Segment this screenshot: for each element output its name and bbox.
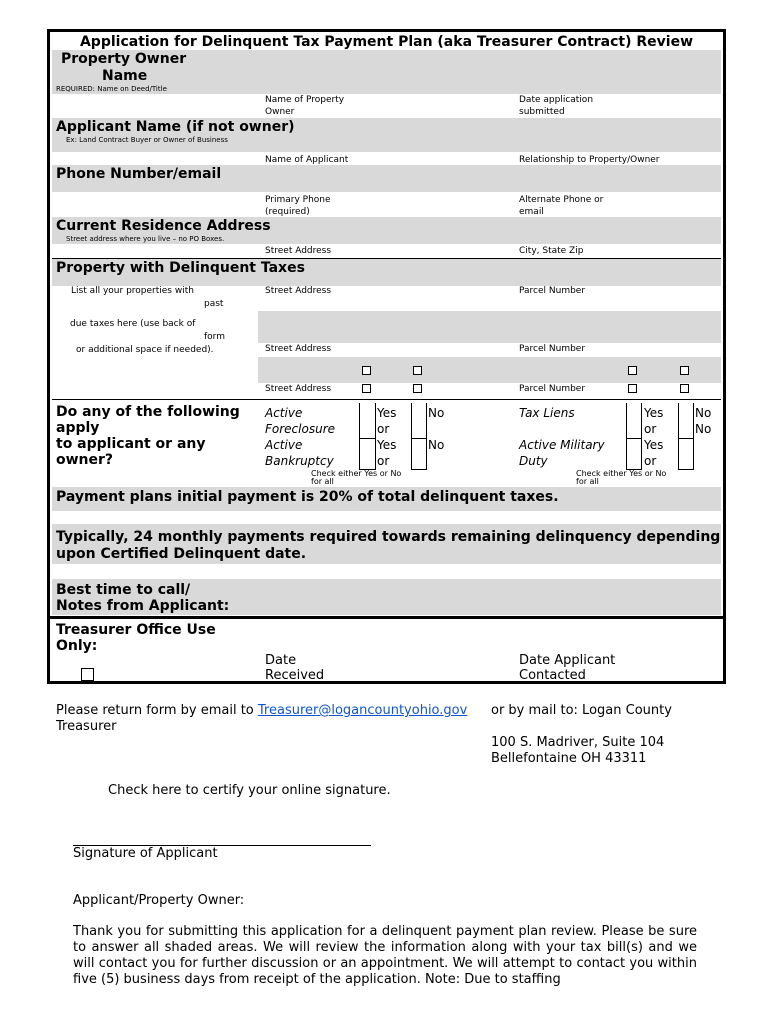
- owner-heading-2: Name: [102, 68, 148, 84]
- checkbox-border: [411, 438, 427, 439]
- date-received-label-2: Received: [265, 668, 325, 683]
- checkbox-border: [426, 439, 427, 469]
- checkbox-border: [411, 403, 412, 439]
- check-note-2: for all: [576, 477, 599, 486]
- property-checkbox[interactable]: [628, 384, 637, 393]
- yes-label: Yes: [644, 406, 664, 420]
- checkbox-border: [626, 403, 627, 439]
- property-instructions-3: due taxes here (use back of: [70, 319, 196, 329]
- no-label: No: [695, 406, 712, 420]
- residence-street-label: Street Address: [265, 246, 332, 256]
- office-heading-2: Only:: [56, 638, 98, 654]
- date-received-label-1: Date: [265, 653, 297, 668]
- or-label: or: [377, 422, 390, 436]
- date-contacted-label-1: Date Applicant: [519, 653, 616, 668]
- notes-heading-2: Notes from Applicant:: [56, 598, 230, 614]
- checkbox-border: [693, 439, 694, 469]
- office-divider: [50, 616, 723, 619]
- property-street-label-1: Street Address: [265, 286, 332, 296]
- checkbox-border: [678, 403, 679, 439]
- property-street-label-3: Street Address: [265, 384, 332, 394]
- owner-required-note: REQUIRED: Name on Deed/Title: [56, 85, 167, 93]
- checkbox-border: [678, 469, 694, 470]
- treasurer-text: Treasurer: [56, 719, 117, 734]
- return-instructions: [56, 703, 467, 719]
- check-note-1: Check either Yes or No: [576, 469, 667, 478]
- military-label-1: Active Military: [519, 438, 605, 452]
- bankruptcy-label-2: Bankruptcy: [265, 454, 334, 468]
- primary-phone-label-1: Primary Phone: [265, 195, 331, 205]
- form-title: Application for Delinquent Tax Payment Plan (aka Treasurer Contract) Review: [79, 34, 694, 50]
- checkbox-border: [678, 439, 679, 469]
- property-checkbox[interactable]: [362, 384, 371, 393]
- checkbox-border: [411, 439, 412, 469]
- alt-phone-label-2: email: [519, 207, 544, 217]
- checkbox-border: [693, 403, 694, 439]
- military-label-2: Duty: [519, 454, 548, 468]
- checkbox-border: [375, 403, 376, 439]
- or-label: or: [644, 422, 657, 436]
- applicant-note: Ex: Land Contract Buyer or Owner of Business: [66, 136, 228, 144]
- checkbox-border: [411, 469, 427, 470]
- yes-label: Yes: [644, 438, 664, 452]
- property-checkbox[interactable]: [362, 366, 371, 375]
- primary-phone-label-2: (required): [265, 207, 310, 217]
- property-instructions-4: form: [204, 332, 225, 342]
- office-heading-1: Treasurer Office Use: [56, 622, 216, 638]
- phone-heading: Phone Number/email: [56, 166, 222, 182]
- alt-phone-label-1: Alternate Phone or: [519, 195, 604, 205]
- no-label: No: [695, 422, 712, 436]
- address-line-1: 100 S. Madriver, Suite 104: [491, 735, 665, 750]
- yes-label: Yes: [377, 406, 397, 420]
- address-line-2: Bellefontaine OH 43311: [491, 751, 647, 766]
- checkbox-border: [678, 438, 694, 439]
- property-instructions-2: past: [204, 299, 224, 309]
- property-checkbox[interactable]: [413, 366, 422, 375]
- or-label: or: [377, 454, 390, 468]
- certify-text: Check here to certify your online signature.: [108, 783, 391, 798]
- mail-text: or by mail to: Logan County: [491, 703, 672, 718]
- question-line-3: to applicant or any: [56, 436, 206, 452]
- or-label: or: [644, 454, 657, 468]
- check-note-2: for all: [311, 477, 334, 486]
- email-link[interactable]: Treasurer@logancountyohio.gov: [257, 703, 468, 718]
- property-parcel-label-3: Parcel Number: [519, 384, 586, 394]
- applicant-heading: Applicant Name (if not owner): [56, 119, 295, 135]
- thanks-paragraph: Thank you for submitting this application for a delinquent payment plan review. Please be sure to answer all shaded areas. We will review the information along with your tax bill(s) and we will contact you for further discussion or an appointment. We will attempt to contact you within five (5) business days from receipt of the application. Note: Due to staffing: [73, 924, 697, 987]
- monthly-note-2: upon Certified Delinquent date.: [56, 546, 307, 562]
- no-label: No: [428, 406, 445, 420]
- foreclosure-label-2: Foreclosure: [265, 422, 336, 436]
- tax-liens-label: Tax Liens: [519, 406, 575, 420]
- office-checkbox[interactable]: [81, 668, 94, 681]
- residence-city-label: City, State Zip: [519, 246, 584, 256]
- date-contacted-label-2: Contacted: [519, 668, 586, 683]
- question-line-1: Do any of the following: [56, 404, 240, 420]
- property-checkbox[interactable]: [413, 384, 422, 393]
- salutation: Applicant/Property Owner:: [73, 893, 245, 908]
- owner-name-label-2: Owner: [265, 107, 295, 117]
- date-submitted-label-2: submitted: [519, 107, 565, 117]
- property-parcel-label-2: Parcel Number: [519, 344, 586, 354]
- return-text: Please return form by email to: [56, 703, 258, 718]
- question-line-4: owner?: [56, 452, 114, 468]
- bankruptcy-label-1: Active: [265, 438, 303, 452]
- property-street-label-2: Street Address: [265, 344, 332, 354]
- residence-note: Street address where you live – no PO Boxes.: [66, 235, 225, 243]
- checkbox-border: [426, 403, 427, 439]
- owner-heading-1: Property Owner: [61, 51, 187, 67]
- property-checkbox[interactable]: [680, 384, 689, 393]
- checkbox-border: [359, 438, 376, 439]
- checkbox-border: [626, 439, 627, 469]
- property-row-1-field[interactable]: [258, 311, 721, 343]
- notes-heading-1: Best time to call/: [56, 582, 191, 598]
- property-checkbox[interactable]: [628, 366, 637, 375]
- question-line-2: apply: [56, 420, 100, 436]
- checkbox-border: [359, 403, 360, 439]
- residence-heading: Current Residence Address: [56, 218, 271, 234]
- applicant-name-label: Name of Applicant: [265, 155, 349, 165]
- property-instructions-1: List all your properties with: [71, 286, 194, 296]
- owner-name-label-1: Name of Property: [265, 95, 345, 105]
- checkbox-border: [626, 438, 642, 439]
- checkbox-border: [375, 439, 376, 469]
- monthly-note-1: Typically, 24 monthly payments required towards remaining delinquency depending: [56, 529, 721, 545]
- property-instructions-5: or additional space if needed).: [76, 345, 214, 355]
- signature-label: Signature of Applicant: [73, 846, 218, 861]
- checkbox-border: [641, 439, 642, 469]
- check-note-1: Check either Yes or No: [311, 469, 402, 478]
- application-form: [47, 29, 726, 684]
- divider: [52, 399, 721, 400]
- property-parcel-label-1: Parcel Number: [519, 286, 586, 296]
- checkbox-border: [359, 439, 360, 469]
- checkbox-border: [641, 403, 642, 439]
- foreclosure-label-1: Active: [265, 406, 303, 420]
- payment-note: Payment plans initial payment is 20% of total delinquent taxes.: [56, 489, 559, 505]
- relationship-label: Relationship to Property/Owner: [519, 155, 660, 165]
- property-heading: Property with Delinquent Taxes: [56, 260, 305, 276]
- no-label: No: [428, 438, 445, 452]
- yes-label: Yes: [377, 438, 397, 452]
- date-submitted-label-1: Date application: [519, 95, 594, 105]
- property-row-2-field[interactable]: [258, 357, 721, 383]
- property-checkbox[interactable]: [680, 366, 689, 375]
